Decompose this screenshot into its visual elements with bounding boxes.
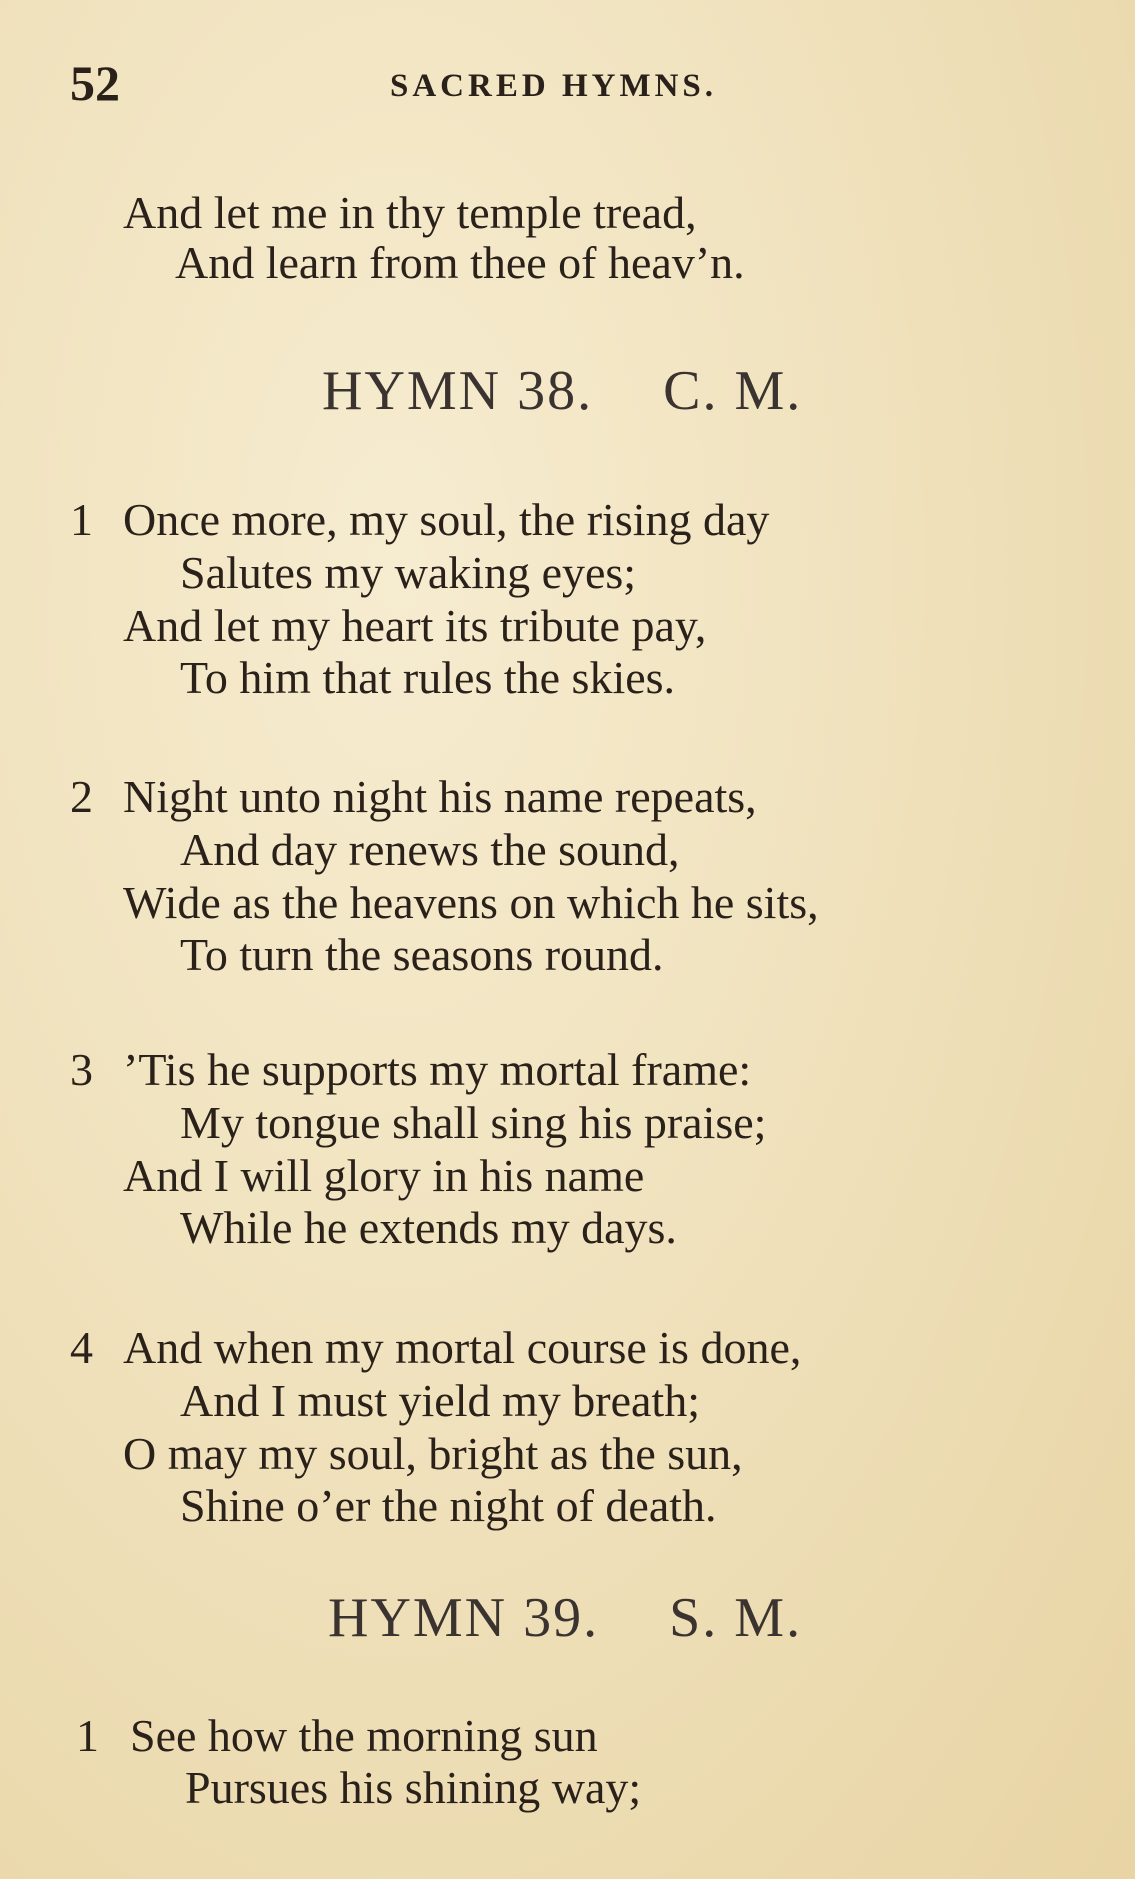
verse-line: While he extends my days.	[180, 1202, 677, 1253]
page-number: 52	[70, 55, 120, 111]
verse-line: Wide as the heavens on which he sits,	[123, 877, 819, 928]
verse-line: My tongue shall sing his praise;	[180, 1097, 767, 1148]
verse-line: Pursues his shining way;	[185, 1762, 642, 1813]
hymn-39-meter: S. M.	[669, 1587, 803, 1649]
continuation-line-2: And learn from thee of heav’n.	[175, 237, 745, 288]
hymn-38-meter: C. M.	[663, 360, 803, 422]
running-title: SACRED HYMNS.	[390, 68, 718, 104]
verse-line: See how the morning sun	[130, 1710, 598, 1761]
verse-line: Night unto night his name repeats,	[123, 771, 757, 822]
verse-number: 2	[70, 771, 93, 822]
verse-line: And I must yield my breath;	[180, 1375, 700, 1426]
verse-line: Salutes my waking eyes;	[180, 547, 637, 598]
verse-line: And I will glory in his name	[123, 1150, 645, 1201]
verse-number: 3	[70, 1044, 93, 1095]
verse-number: 4	[70, 1322, 93, 1373]
verse-line: O may my soul, bright as the sun,	[123, 1428, 743, 1479]
verse-line: ’Tis he supports my mortal frame:	[123, 1044, 752, 1095]
hymn-38-title	[322, 360, 803, 422]
hymn-38-number: HYMN 38.	[322, 360, 594, 422]
hymn-39-number: HYMN 39.	[328, 1587, 600, 1649]
verse-number: 1	[76, 1710, 99, 1761]
verse-line: Shine o’er the night of death.	[180, 1480, 717, 1531]
hymn-39-title	[328, 1587, 803, 1649]
verse-line: And let my heart its tribute pay,	[123, 600, 707, 651]
verse-line: And day renews the sound,	[180, 824, 680, 875]
verse-line: To him that rules the skies.	[180, 652, 676, 703]
continuation-line-1: And let me in thy temple tread,	[123, 187, 697, 238]
verse-line: To turn the seasons round.	[180, 929, 664, 980]
verse-line: And when my mortal course is done,	[123, 1322, 802, 1373]
verse-number: 1	[70, 494, 93, 545]
verse-line: Once more, my soul, the rising day	[123, 494, 770, 545]
